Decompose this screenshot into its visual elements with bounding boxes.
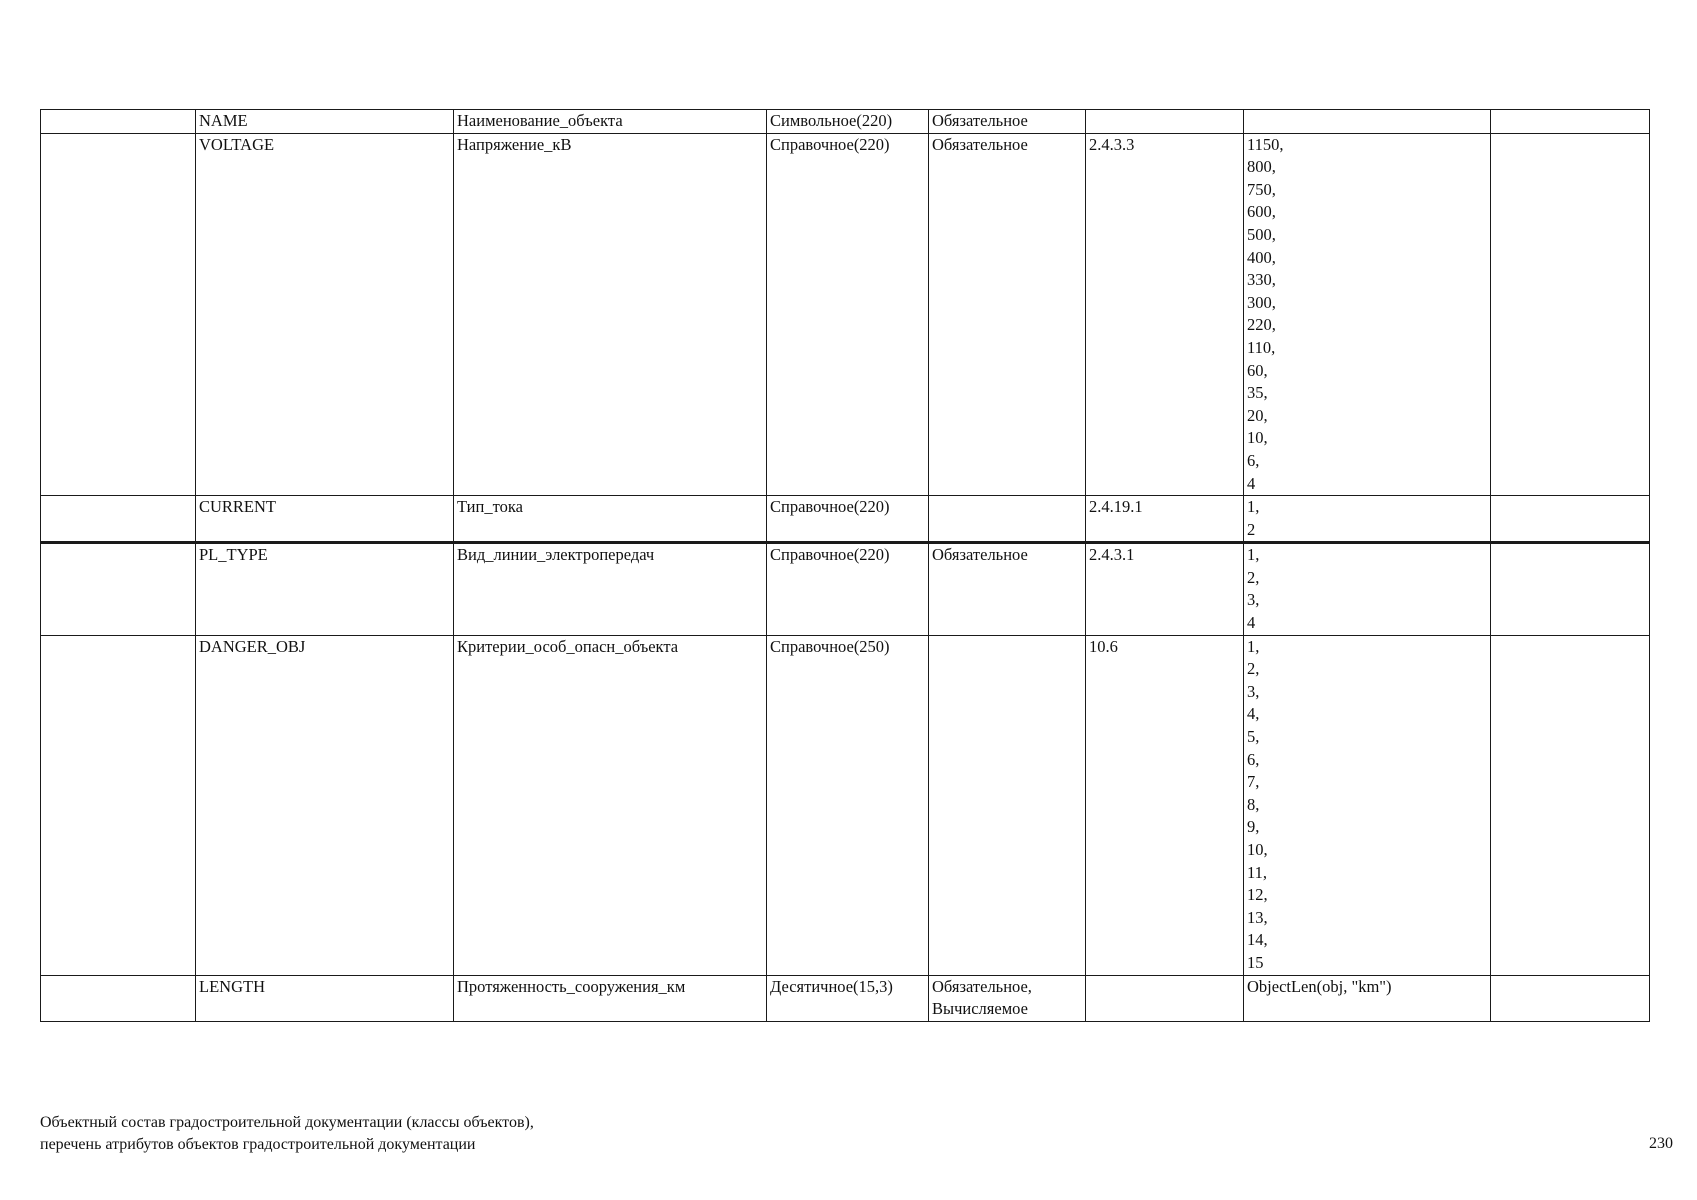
blank-cell [1491,110,1650,134]
table-body [41,110,1650,1022]
values-cell-line: 2, [1247,659,1260,679]
requirement-cell-line: Обязательное [932,134,1028,154]
requirement-cell-line: Вычисляемое [932,999,1028,1019]
values-cell-line: 500, [1247,224,1276,244]
document-caption [40,1112,534,1156]
values-cell-line: 12, [1247,885,1268,905]
values-cell-line: 2, [1247,567,1260,587]
values-cell-line: 4, [1247,704,1260,724]
attribute-name-cell: Наименование_объекта [454,110,767,134]
attribute-code-cell: CURRENT [196,496,454,543]
attribute-code-cell: VOLTAGE [196,133,454,496]
table-row [41,110,1650,134]
requirement-cell-line: Обязательное [932,111,1028,130]
table-row [41,975,1650,1021]
requirement-cell [929,543,1086,635]
table-row [41,133,1650,496]
reference-cell: 2.4.3.3 [1086,133,1244,496]
values-cell-line: 11, [1247,862,1268,882]
data-type-cell: Символьное(220) [767,110,929,134]
values-cell-line: 3, [1247,681,1260,701]
values-cell [1244,975,1491,1021]
requirement-cell [929,110,1086,134]
reference-cell [1086,110,1244,134]
requirement-cell-line: Обязательное [932,545,1028,565]
blank-cell [41,975,196,1021]
reference-cell [1086,975,1244,1021]
values-cell-line: 220, [1247,315,1276,335]
values-cell-line: 1, [1247,636,1260,656]
blank-cell [1491,133,1650,496]
values-cell-line: 4 [1247,613,1256,633]
values-cell-line: 6, [1247,749,1260,769]
requirement-cell [929,133,1086,496]
table-row [41,496,1650,543]
blank-cell [41,133,196,496]
values-cell-line: 10, [1247,428,1268,448]
attributes-table [40,109,1650,1022]
requirement-cell [929,496,1086,543]
blank-cell [41,110,196,134]
attribute-name-cell: Вид_линии_электропередач [454,543,767,635]
blank-cell [41,635,196,975]
values-cell-line: 20, [1247,405,1268,425]
values-cell-line: 35, [1247,383,1268,403]
attribute-name-cell: Напряжение_кВ [454,133,767,496]
values-cell [1244,543,1491,635]
data-type-cell: Справочное(220) [767,133,929,496]
values-cell [1244,635,1491,975]
values-cell-line: 9, [1247,817,1260,837]
attribute-name-cell: Критерии_особ_опасн_объекта [454,635,767,975]
blank-cell [1491,496,1650,543]
values-cell-line: ObjectLen(obj, "km") [1247,976,1392,996]
attribute-code-cell: PL_TYPE [196,543,454,635]
table-row [41,543,1650,635]
values-cell-line: 60, [1247,360,1268,380]
data-type-cell: Справочное(220) [767,543,929,635]
attribute-code-cell: LENGTH [196,975,454,1021]
table-row [41,635,1650,975]
values-cell-line: 330, [1247,270,1276,290]
attribute-code-cell: NAME [196,110,454,134]
values-cell-line: 600, [1247,202,1276,222]
blank-cell [1491,635,1650,975]
values-cell-line: 10, [1247,840,1268,859]
requirement-cell [929,975,1086,1021]
values-cell-line: 400, [1247,247,1276,267]
reference-cell: 2.4.19.1 [1086,496,1244,543]
data-type-cell: Десятичное(15,3) [767,975,929,1021]
attribute-name-cell: Протяженность_сооружения_км [454,975,767,1021]
page-number: 230 [1649,1135,1673,1152]
values-cell [1244,110,1491,134]
values-cell-line: 7, [1247,772,1260,792]
blank-cell [1491,975,1650,1021]
values-cell-line: 8, [1247,794,1260,814]
attribute-code-cell: DANGER_OBJ [196,635,454,975]
requirement-cell [929,635,1086,975]
values-cell-line: 5, [1247,727,1260,747]
reference-cell: 10.6 [1086,635,1244,975]
requirement-cell-line: Обязательное, [932,976,1032,996]
values-cell-line: 1150, [1247,134,1284,154]
values-cell-line: 1, [1247,497,1260,517]
data-type-cell: Справочное(220) [767,496,929,543]
values-cell-line: 4 [1247,473,1256,493]
values-cell-line: 15 [1247,952,1264,972]
caption-line-2: перечень атрибутов объектов градостроительной документации [40,1136,476,1153]
blank-cell [41,496,196,543]
reference-cell: 2.4.3.1 [1086,543,1244,635]
values-cell-line: 6, [1247,450,1260,470]
attribute-name-cell: Тип_тока [454,496,767,543]
values-cell-line: 14, [1247,930,1268,950]
values-cell-line: 1, [1247,545,1260,565]
values-cell-line: 110, [1247,337,1276,357]
values-cell [1244,496,1491,543]
values-cell-line: 3, [1247,590,1260,610]
blank-cell [41,543,196,635]
values-cell [1244,133,1491,496]
values-cell-line: 750, [1247,179,1276,199]
values-cell-line: 2 [1247,519,1256,539]
caption-line-1: Объектный состав градостроительной документации (классы объектов), [40,1114,534,1131]
data-type-cell: Справочное(250) [767,635,929,975]
values-cell-line: 800, [1247,157,1276,177]
values-cell-line: 13, [1247,907,1268,927]
blank-cell [1491,543,1650,635]
values-cell-line: 300, [1247,292,1276,312]
